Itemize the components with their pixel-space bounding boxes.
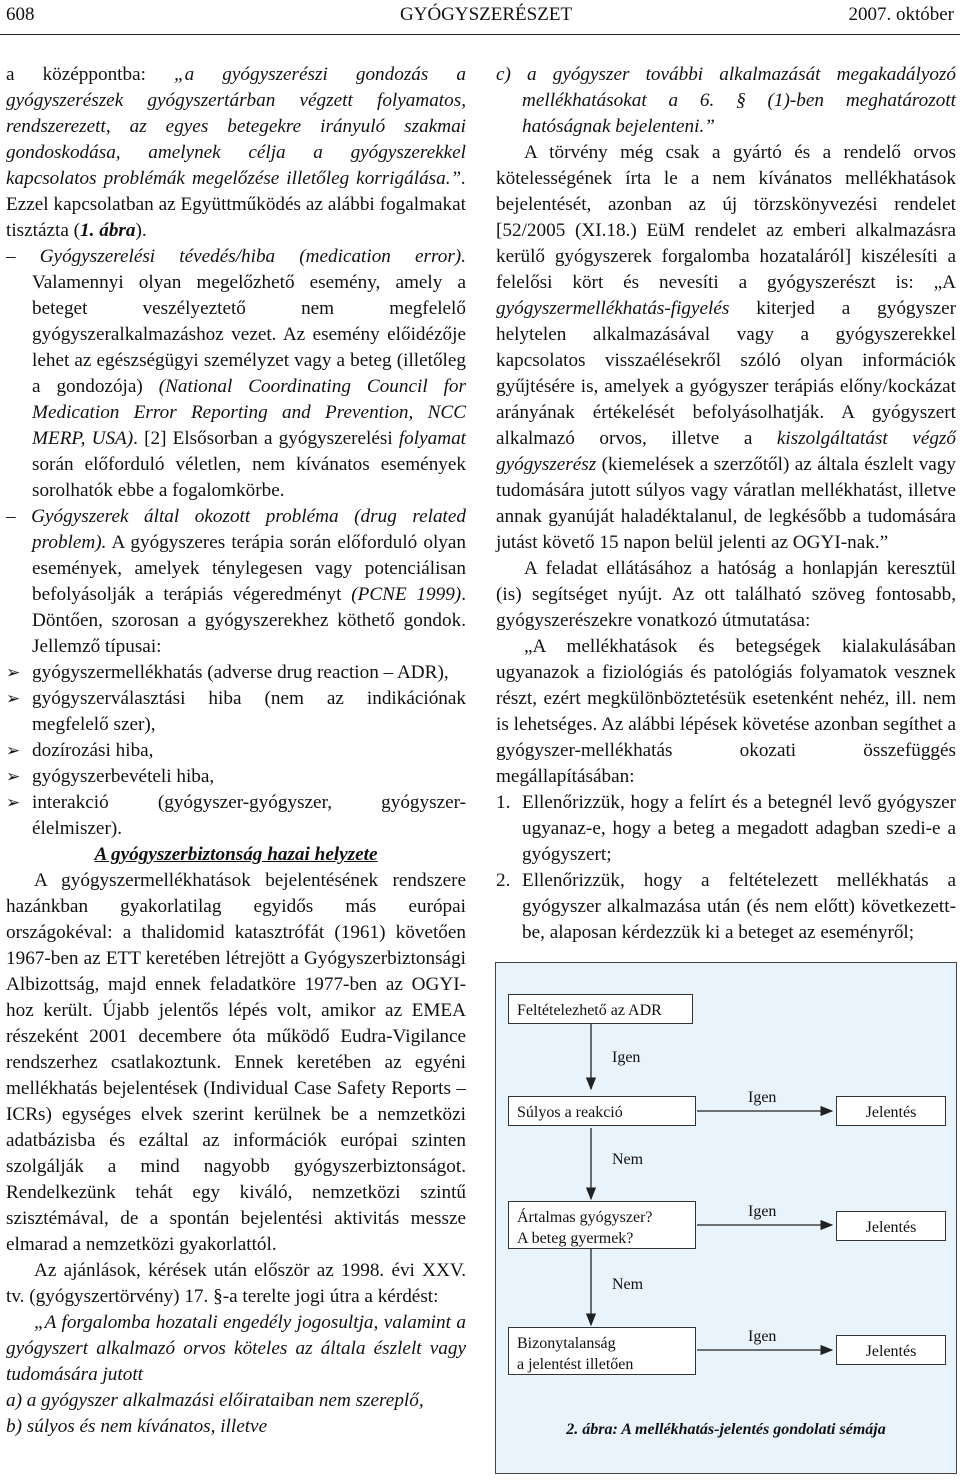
left-column — [6, 62, 466, 1440]
law-quote: „A forgalomba hozatali engedély jogosultja, valamint a gyógyszert alkalmazó orvos köteles az általa észlelt vagy tudomására jutott — [6, 1312, 466, 1385]
paragraph-law: Az ajánlások, kérések után először az 1998. évi XXV. tv. (gyógyszertörvény) 17. §-a terelte jogi útra a kérdést: — [6, 1260, 466, 1307]
box-harmful-drug: Ártalmas gyógyszer? A beteg gyermek? — [508, 1201, 696, 1249]
box-report-3: Jelentés — [836, 1335, 946, 1365]
chevron-right-icon: ➢ — [6, 689, 21, 708]
right-column — [496, 62, 956, 946]
box-report-2: Jelentés — [836, 1211, 946, 1241]
paragraph-history: A gyógyszermellékhatások bejelentésének rendszere hazánkban gyakorlatilag egyidős más európai országokéval: a thalidomid katasztrófát (1961) követően 1967-ben az ETT keretében létrejött a Gyógyszerbiztonsági Albizottság, majd ennek feladatköre 1977-ben az OGYI-hoz került. Újabb jelentős lépés volt, amikor az EMEA részeként 2001 decembere óta működő Eudra-Vigilance rendszerhez csatlakoztunk. Ennek keretében az egyéni mellékhatás bejelentések (Individual Case Safety Reports – ICRs) egységes elvek szerint kerülnek be a nemzetközi adatbázisba és ezáltal az információk európai szinten szolgálják a mind nagyobb gyógyszerbiztonságot. Rendelkezünk tehát egy kiváló, nemzetközi szintű szisztémával, de a spontán bejelentési aktivitás messze elmarad a nemzetközi gyakorlattól. — [6, 870, 466, 1255]
journal-title: GYÓGYSZERÉSZET — [400, 4, 573, 25]
problem-types-list — [6, 660, 466, 842]
chevron-right-icon: ➢ — [6, 793, 21, 812]
page-header — [0, 0, 960, 34]
box-suspected-adr: Feltételezhető az ADR — [508, 994, 693, 1024]
law-quote-c: c) a gyógyszer további alkalmazását megakadályozó mellékhatásokat a 6. § (1)-ben meghatározott hatóságnak bejelenteni.” — [496, 64, 956, 137]
definition-medication-error: – Gyógyszerelési tévedés/hiba (medication error). Valamennyi olyan megelőzhető esemény, amely a beteget veszélyeztető nem megfelelő gyógyszeralkalmazáshoz vezet. Az esemény előidézője lehet az egészségügyi személyzet vagy a beteg (illetőleg a gondozója) (National Coordinating Council for Medication Error Reporting and Prevention, NCC MERP, USA). [2] Elsősorban a gyógyszerelési folyamat során előforduló véletlen, nem kívánatos események sorolhatók ebbe a fogalomkörbe. — [6, 246, 466, 501]
paragraph-guidance: „A mellékhatások és betegségek kialakulásában ugyanazok a fiziológiás és patológiás folyamatok vesznek részt, ezért megkülönböztetésük esetenként nehéz, ill. nem is lehetséges. Az alábbi lépések követése azonban segíthet a gyógyszer-mellékhatás okozati összefüggés megállapításában: — [496, 636, 956, 787]
adr-flowchart — [495, 962, 957, 1474]
list-item: ➢ interakció (gyógyszer-gyógyszer, gyógyszer-élelmiszer). — [6, 792, 466, 839]
paragraph-regulation: A törvény még csak a gyártó és a rendelő orvos kötelességének írta le a nem kívánatos mellékhatások bejelentését, azonban az új törzskönyvezési rendelet [52/2005 (XI.18.) EüM rendelet az emberi alkalmazásra kerülő gyógyszerek forgalomba hozataláról] kiszélesíti a felelősi kört és nevesíti a gyógyszerészt is: „A gyógyszermellékhatás-figyelés kiterjed a gyógyszer helytelen alkalmazásával vagy a gyógyszerekkel kapcsolatos visszaélésekről szóló olyan információk gyűjtésére is, amelyek a gyógyszer terápiás előny/kockázat arányának értékelését befolyásolhatják. A gyógyszert alkalmazó orvos, illetve a kiszolgáltatást végző gyógyszerész (kiemelések a szerzőtől) az általa észlelt vagy tudomására jutott súlyos vagy váratlan mellékhatást, illetve annak gyanúját haladéktalanul, de legkésőbb a tudomására jutást követő 15 napon belül jelenti az OGYI-nak.” — [496, 142, 956, 553]
intro-paragraph: a középpontba: „a gyógyszerészi gondozás a gyógyszerészek gyógyszertárban végzett folyamatos, rendszerezett, az egyes betegekre irányuló szakmai gondoskodása, amelynek célja a gyógyszerekkel kapcsolatos problémák megelőzése illetőleg korrigálása.”. Ezzel kapcsolatban az Együttműködés az alábbi fogalmakat tisztázta (1. ábra). — [6, 64, 466, 241]
box-uncertainty: Bizonytalanság a jelentést illetően — [508, 1327, 696, 1375]
chevron-right-icon: ➢ — [6, 741, 21, 760]
paragraph-authority: A feladat ellátásához a hatóság a honlapján keresztül (is) segítséget nyújt. Az ott található szöveg fontosabb, gyógyszerészekre vonatkozó útmutatása: — [496, 558, 956, 631]
page-number: 608 — [6, 4, 35, 25]
header-rule — [0, 34, 960, 35]
label-no-1: Nem — [612, 1151, 644, 1168]
chevron-right-icon: ➢ — [6, 767, 21, 786]
list-item: 1. Ellenőrizzük, hogy a felírt és a betegnél levő gyógyszer ugyanaz-e, hogy a beteg a megadott adagban szedi-e a gyógyszert; — [496, 792, 956, 865]
box-severe-reaction: Súlyos a reakció — [508, 1096, 696, 1126]
label-yes-right-3: Igen — [748, 1328, 777, 1345]
list-item: ➢ dozírozási hiba, — [6, 738, 466, 764]
label-yes-right-2: Igen — [748, 1203, 777, 1220]
figure-caption: 2. ábra: A mellékhatás-jelentés gondolati sémája — [566, 1421, 886, 1438]
list-item: 2. Ellenőrizzük, hogy a feltételezett mellékhatás a gyógyszer alkalmazása után (és nem előtt) következett-be, alaposan kérdezzük ki a beteget az eseményről; — [496, 870, 956, 943]
chevron-right-icon: ➢ — [6, 663, 21, 682]
issue-date: 2007. október — [848, 4, 954, 25]
list-item: ➢ gyógyszermellékhatás (adverse drug reaction – ADR), — [6, 660, 466, 686]
label-yes-down: Igen — [612, 1049, 641, 1066]
list-item: ➢ gyógyszerbevételi hiba, — [6, 764, 466, 790]
list-item: ➢ gyógyszerválasztási hiba (nem az indikációnak megfelelő szer), — [6, 688, 466, 735]
steps-list — [496, 790, 956, 946]
section-heading: A gyógyszerbiztonság hazai helyzete — [94, 844, 378, 865]
box-report-1: Jelentés — [836, 1096, 946, 1126]
definition-drug-problem: – Gyógyszerek által okozott probléma (drug related problem). A gyógyszeres terápia során előforduló olyan események, amelyek ténylegesen vagy potenciálisan befolyásolják a terápiás végeredményt (PCNE 1999). Döntően, szorosan a gyógyszerekhez köthető gondok. Jellemző típusai: — [6, 506, 466, 657]
label-yes-right-1: Igen — [748, 1089, 777, 1106]
label-no-2: Nem — [612, 1276, 644, 1293]
law-quote-b: b) súlyos és nem kívánatos, illetve — [6, 1416, 268, 1437]
law-quote-a: a) a gyógyszer alkalmazási előirataiban nem szereplő, — [6, 1390, 424, 1411]
